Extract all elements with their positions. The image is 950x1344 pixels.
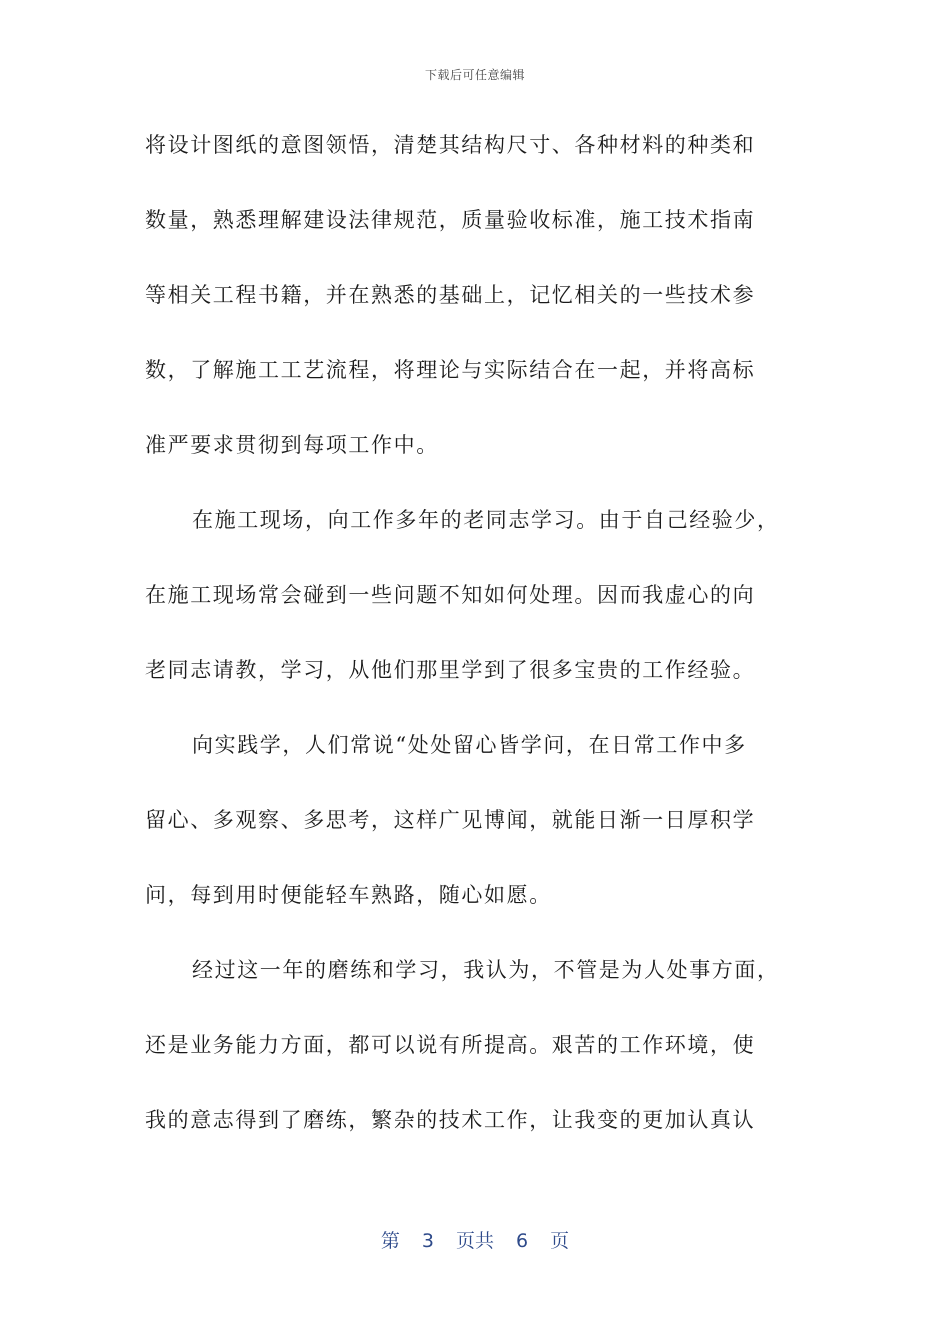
paragraph-start-line: 经过这一年的磨练和学习，我认为，不管是为人处事方面， <box>192 958 780 982</box>
text-line: 等相关工程书籍，并在熟悉的基础上，记忆相关的一些技术参 <box>145 283 756 307</box>
page-header: 下载后可任意编辑 <box>424 68 525 82</box>
text-line: 将设计图纸的意图领悟，清楚其结构尺寸、各种材料的种类和 <box>145 133 756 157</box>
total-page-number: 6 <box>516 1230 529 1252</box>
text-line: 数，了解施工工艺流程，将理论与实际结合在一起，并将高标 <box>145 358 756 382</box>
page-middle: 页共 <box>455 1230 494 1252</box>
page-number-footer <box>0 1226 950 1253</box>
text-line: 我的意志得到了磨练，繁杂的技术工作，让我变的更加认真认 <box>145 1108 756 1132</box>
paragraph-start-line: 在施工现场，向工作多年的老同志学习。由于自己经验少， <box>192 508 780 532</box>
paragraph-start-line: 向实践学，人们常说“处处留心皆学问，在日常工作中多 <box>192 733 747 757</box>
text-line: 问，每到用时便能轻车熟路，随心如愿。 <box>145 883 552 907</box>
text-line: 还是业务能力方面，都可以说有所提高。艰苦的工作环境，使 <box>145 1033 756 1057</box>
text-line: 留心、多观察、多思考，这样广见博闻，就能日渐一日厚积学 <box>145 808 756 832</box>
page-suffix: 页 <box>550 1230 570 1252</box>
body-text <box>145 125 805 1175</box>
text-line: 数量，熟悉理解建设法律规范，质量验收标准，施工技术指南 <box>145 208 756 232</box>
current-page-number: 3 <box>421 1230 434 1252</box>
page-prefix: 第 <box>380 1230 400 1252</box>
text-line: 在施工现场常会碰到一些问题不知如何处理。因而我虚心的向 <box>145 583 756 607</box>
text-line: 老同志请教，学习，从他们那里学到了很多宝贵的工作经验。 <box>145 658 756 682</box>
text-line: 准严要求贯彻到每项工作中。 <box>145 433 439 457</box>
